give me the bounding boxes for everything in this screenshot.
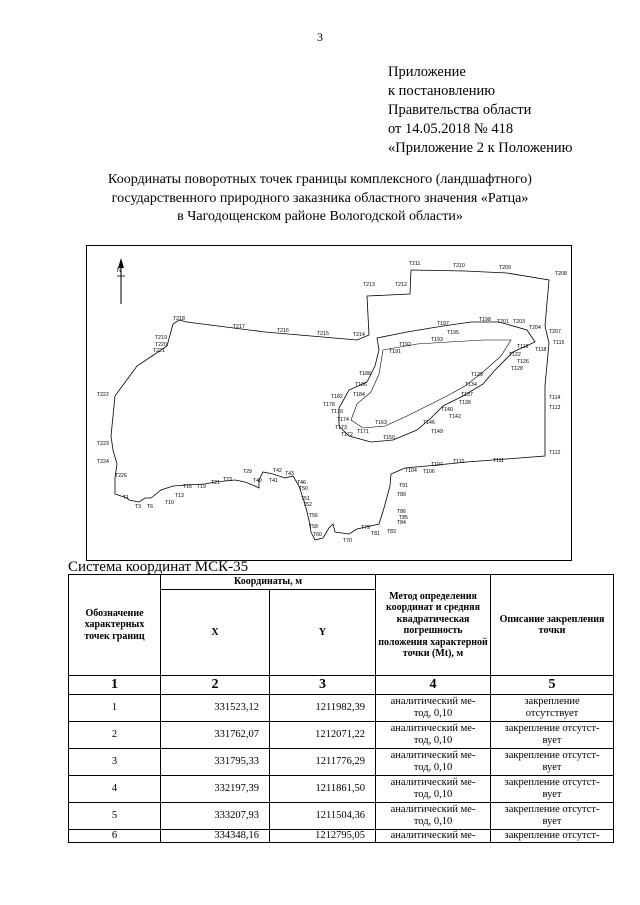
method-line: аналитический ме- <box>390 830 476 841</box>
map-point-label: Т51 <box>301 496 310 502</box>
fixing-line: закрепление отсутст- <box>504 750 600 761</box>
map-point-label: Т150 <box>383 435 395 441</box>
method-cell <box>376 803 491 830</box>
map-point-label: Т140 <box>441 407 453 413</box>
method-line: аналитический ме- <box>390 777 476 788</box>
map-point-label: Т6 <box>147 504 154 510</box>
point-number-cell: 5 <box>69 803 161 830</box>
method-line: тод, 0,10 <box>413 708 453 719</box>
map-point-label: Т122 <box>509 352 521 358</box>
fixing-line: закрепление отсутст- <box>504 777 600 788</box>
map-point-label: Т173 <box>335 425 347 431</box>
map-point-label: Т42 <box>273 468 282 474</box>
map-point-label: Т210 <box>453 263 465 269</box>
x-coordinate-cell: 331795,33 <box>161 749 270 776</box>
method-line: аналитический ме- <box>390 750 476 761</box>
map-point-label: Т60 <box>313 532 322 538</box>
map-point-label: Т223 <box>97 441 109 447</box>
table-row <box>69 776 614 803</box>
excluded-area-inner <box>351 340 511 428</box>
map-point-label: Т216 <box>277 328 289 334</box>
map-point-label: Т171 <box>357 429 369 435</box>
appendix-line: «Приложение 2 к Положению <box>388 140 573 156</box>
map-point-label: Т226 <box>115 473 127 479</box>
map-point-label: Т83 <box>387 529 396 535</box>
map-point-label: Т112 <box>549 450 561 456</box>
map-point-label: Т184 <box>353 392 365 398</box>
boundary-map <box>86 245 572 561</box>
map-point-label: Т89 <box>397 492 406 498</box>
map-point-label: Т118 <box>535 347 547 353</box>
appendix-line: от 14.05.2018 № 418 <box>388 121 514 137</box>
map-point-label: Т110 <box>453 459 465 465</box>
title-line: государственного природного заказника областного значения «Ратца» <box>111 190 529 206</box>
map-point-label: Т137 <box>461 392 473 398</box>
map-point-label: Т198 <box>479 317 491 323</box>
coordinates-table <box>68 574 614 843</box>
fixing-cell <box>491 830 614 843</box>
column-number: 2 <box>161 676 270 695</box>
fixing-line: вует <box>542 789 562 800</box>
map-point-label: Т107 <box>431 462 443 468</box>
map-point-label: Т81 <box>371 531 380 537</box>
map-point-label: Т186 <box>355 382 367 388</box>
method-line: тод, 0,10 <box>413 789 453 800</box>
map-point-label: Т212 <box>395 282 407 288</box>
map-point-label: Т84 <box>397 520 406 526</box>
column-number: 4 <box>376 676 491 695</box>
header-fixing: Описание закрепления точки <box>491 575 614 676</box>
map-point-label: Т217 <box>233 324 245 330</box>
page-number: 3 <box>317 30 323 44</box>
map-point-label: Т146 <box>423 420 435 426</box>
map-point-label: Т211 <box>409 261 421 267</box>
fixing-line: закрепление отсутст- <box>504 830 600 841</box>
map-point-label: Т149 <box>431 429 443 435</box>
fixing-cell <box>491 695 614 722</box>
title-line: Координаты поворотных точек границы комплексного (ландшафтного) <box>108 172 532 187</box>
header-coordinates: Координаты, м <box>161 575 376 590</box>
column-number-row <box>69 676 614 695</box>
map-point-label: Т197 <box>437 321 449 327</box>
map-point-label: Т192 <box>399 342 411 348</box>
map-point-label: Т142 <box>449 414 461 420</box>
fixing-cell <box>491 776 614 803</box>
map-point-label: Т21 <box>211 480 220 486</box>
appendix-line: Приложение <box>388 64 466 80</box>
method-line: тод, 0,10 <box>413 762 453 773</box>
map-point-label: Т188 <box>359 371 371 377</box>
method-cell <box>376 722 491 749</box>
table-row <box>69 695 614 722</box>
fixing-cell <box>491 749 614 776</box>
map-point-label: Т70 <box>343 538 352 544</box>
point-number-cell: 3 <box>69 749 161 776</box>
map-point-label: Т52 <box>303 502 312 508</box>
map-point-label: Т43 <box>285 471 294 477</box>
map-point-label: Т214 <box>353 332 365 338</box>
fixing-line: отсутствует <box>525 708 579 719</box>
fixing-line: закрепление отсутст- <box>504 723 600 734</box>
map-point-label: Т221 <box>153 348 165 354</box>
map-point-label: Т178 <box>323 402 335 408</box>
map-point-label: Т138 <box>459 400 471 406</box>
fixing-line: вует <box>542 735 562 746</box>
map-point-label: Т56 <box>309 513 318 519</box>
map-point-label: Т203 <box>513 319 525 325</box>
x-coordinate-cell: 331762,07 <box>161 722 270 749</box>
y-coordinate-cell: 1211504,36 <box>270 803 376 830</box>
method-line: тод, 0,10 <box>413 816 453 827</box>
map-point-label: Т193 <box>431 337 443 343</box>
coordinate-system-caption: Система координат МСК-35 <box>68 559 249 575</box>
table-row <box>69 803 614 830</box>
table-row <box>69 722 614 749</box>
map-point-label: Т201 <box>497 319 509 325</box>
map-point-label: Т104 <box>405 468 417 474</box>
map-point-label: Т10 <box>165 500 174 506</box>
map-point-label: Т220 <box>155 342 167 348</box>
map-point-label: Т182 <box>331 394 343 400</box>
boundary-map-svg <box>87 246 573 562</box>
map-point-label: Т195 <box>447 330 459 336</box>
table-header-row <box>69 575 614 590</box>
appendix-line: Правительства области <box>388 102 532 118</box>
north-arrow-icon <box>117 258 125 304</box>
map-point-label: Т50 <box>299 486 308 492</box>
map-point-label: Т163 <box>375 420 387 426</box>
map-point-label: Т129 <box>471 372 483 378</box>
document-title <box>0 171 640 227</box>
map-point-label: Т126 <box>517 359 529 365</box>
map-point-label: Т208 <box>555 271 567 277</box>
method-line: аналитический ме- <box>390 696 476 707</box>
appendix-line: к постановлению <box>388 83 496 99</box>
map-point-label: Т19 <box>197 484 206 490</box>
method-cell <box>376 776 491 803</box>
north-arrow-label: N <box>117 268 122 274</box>
map-point-label: Т113 <box>549 405 561 411</box>
map-point-label: Т119 <box>517 344 529 350</box>
table-row <box>69 830 614 843</box>
map-point-label: Т1 <box>123 495 130 501</box>
map-point-label: Т40 <box>253 478 262 484</box>
map-point-label: Т213 <box>363 282 375 288</box>
map-point-label: Т128 <box>511 366 523 372</box>
fixing-cell <box>491 722 614 749</box>
fixing-line: вует <box>542 816 562 827</box>
map-point-label: Т79 <box>361 525 370 531</box>
map-point-label: Т3 <box>135 504 142 510</box>
title-line: в Чагодощенском районе Вологодской области» <box>177 209 463 224</box>
map-point-label: Т46 <box>297 480 306 486</box>
map-point-label: Т16 <box>183 484 192 490</box>
map-point-label: Т172 <box>341 432 353 438</box>
method-cell <box>376 830 491 843</box>
point-number-cell: 1 <box>69 695 161 722</box>
map-point-label: Т134 <box>465 382 477 388</box>
map-point-labels <box>97 261 567 544</box>
map-point-label: Т115 <box>553 340 565 346</box>
method-line: аналитический ме- <box>390 723 476 734</box>
fixing-line: вует <box>542 762 562 773</box>
map-point-label: Т13 <box>175 493 184 499</box>
fixing-line: закрепление <box>524 696 580 707</box>
y-coordinate-cell: 1211776,29 <box>270 749 376 776</box>
method-line: тод, 0,10 <box>413 735 453 746</box>
y-coordinate-cell: 1211982,39 <box>270 695 376 722</box>
point-number-cell: 6 <box>69 830 161 843</box>
map-point-label: Т224 <box>97 459 109 465</box>
y-coordinate-cell: 1212071,22 <box>270 722 376 749</box>
map-point-label: Т174 <box>337 417 349 423</box>
column-number: 5 <box>491 676 614 695</box>
column-number: 3 <box>270 676 376 695</box>
map-point-label: Т215 <box>317 331 329 337</box>
map-point-label: Т204 <box>529 325 541 331</box>
map-point-label: Т191 <box>389 349 401 355</box>
y-coordinate-cell: 1211861,50 <box>270 776 376 803</box>
header-x: X <box>161 590 270 676</box>
map-point-label: Т86 <box>397 509 406 515</box>
header-y: Y <box>270 590 376 676</box>
map-point-label: Т179 <box>331 409 343 415</box>
x-coordinate-cell: 333207,93 <box>161 803 270 830</box>
map-point-label: Т207 <box>549 329 561 335</box>
map-point-label: Т219 <box>155 335 167 341</box>
header-method: Метод определения координат и средняя квадратическая погрешность положения характерной точки (Mt), м <box>376 575 491 676</box>
appendix-block <box>388 63 573 158</box>
method-line: аналитический ме- <box>390 804 476 815</box>
method-cell <box>376 695 491 722</box>
map-point-label: Т114 <box>549 395 561 401</box>
y-coordinate-cell: 1212795,05 <box>270 830 376 843</box>
map-point-label: Т41 <box>269 478 278 484</box>
map-point-label: Т209 <box>499 265 511 271</box>
map-point-label: Т218 <box>173 316 185 322</box>
map-point-label: Т23 <box>223 477 232 483</box>
map-point-label: Т91 <box>399 483 408 489</box>
table-row <box>69 749 614 776</box>
point-number-cell: 4 <box>69 776 161 803</box>
fixing-line: закрепление отсутст- <box>504 804 600 815</box>
x-coordinate-cell: 334348,16 <box>161 830 270 843</box>
map-point-label: Т85 <box>399 515 408 521</box>
map-point-label: Т111 <box>493 458 505 464</box>
header-point-designation: Обозначение характерных точек границ <box>69 575 161 676</box>
column-number: 1 <box>69 676 161 695</box>
fixing-cell <box>491 803 614 830</box>
map-point-label: Т58 <box>309 524 318 530</box>
x-coordinate-cell: 331523,12 <box>161 695 270 722</box>
map-point-label: Т29 <box>243 469 252 475</box>
map-point-label: Т106 <box>423 469 435 475</box>
method-cell <box>376 749 491 776</box>
map-point-label: Т222 <box>97 392 109 398</box>
x-coordinate-cell: 332197,39 <box>161 776 270 803</box>
point-number-cell: 2 <box>69 722 161 749</box>
